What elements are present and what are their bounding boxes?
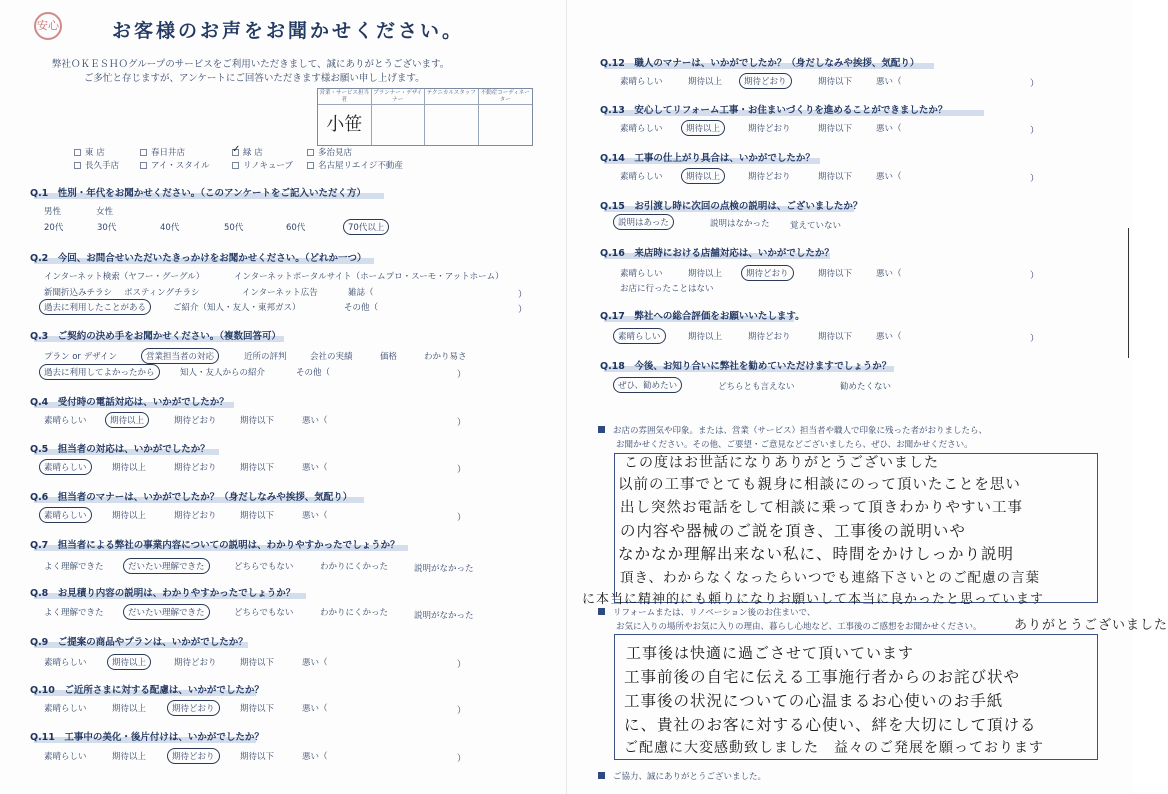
reason-option-selected[interactable]: 過去に利用してよかったから <box>39 364 160 380</box>
rating-option[interactable]: 期待以下 <box>240 463 275 473</box>
rating-option[interactable]: 期待どおり <box>174 511 217 521</box>
understanding-option[interactable]: よく理解できた <box>44 608 104 618</box>
understanding-option[interactable]: わかりにくかった <box>320 562 389 572</box>
question-5: Q.5 担当者の対応は、いかがでしたか？ <box>30 444 210 455</box>
checkbox-icon[interactable] <box>74 162 81 169</box>
close-paren: ） <box>457 660 467 670</box>
comments-prompt-1b: お聞かせください。その他、ご要望・ご意見などございましたら、ぜひ、お聞かせください。 <box>616 440 973 450</box>
age-option[interactable]: 30代 <box>97 223 117 233</box>
rating-option[interactable]: 素晴らしい <box>44 704 87 714</box>
rating-option[interactable]: 期待どおり <box>748 172 791 182</box>
question-2: Q.2 今回、お問合せいただいたきっかけをお聞かせください。（どれか一つ） <box>30 253 367 264</box>
rating-option[interactable]: 期待以下 <box>240 511 275 521</box>
checkbox-icon[interactable] <box>307 149 314 156</box>
rating-option-selected[interactable]: 期待以上 <box>681 120 725 136</box>
handwritten-comment-line: 工事後は快適に過ごさせて頂いています <box>626 644 915 662</box>
understanding-option-selected[interactable]: だいたい理解できた <box>123 604 210 620</box>
age-option-selected[interactable]: 70代以上 <box>343 219 389 235</box>
gender-option[interactable]: 男性 <box>44 207 62 217</box>
rating-option[interactable]: 素晴らしい <box>44 416 87 426</box>
rating-option[interactable]: 期待以上 <box>112 463 147 473</box>
rating-option[interactable]: 期待どおり <box>174 658 217 668</box>
rating-option[interactable]: 悪い（ <box>876 172 902 182</box>
source-option[interactable]: ご紹介（知人・友人・東邦ガス） <box>173 303 301 313</box>
rating-option[interactable]: 悪い（ <box>302 416 328 426</box>
rating-option[interactable]: 期待以下 <box>818 124 853 134</box>
question-8: Q.8 お見積り内容の説明は、わかりやすかったでしょうか？ <box>30 588 296 599</box>
handwritten-comment-line: に本当に精神的にも頼りになりお願いして本当に良かったと思っています <box>582 592 1045 607</box>
source-option[interactable]: その他（ <box>344 303 379 313</box>
rating-option[interactable]: 期待以下 <box>818 172 853 182</box>
rating-option[interactable]: 悪い（ <box>876 332 902 342</box>
understanding-option[interactable]: 説明がなかった <box>414 611 474 621</box>
question-3: Q.3 ご契約の決め手をお聞かせください。（複数回答可） <box>30 331 282 342</box>
close-paren: ） <box>518 305 528 315</box>
close-paren: ） <box>1030 126 1040 136</box>
store-option[interactable]: 多治見店 <box>307 146 352 158</box>
intro-line-1: 弊社ＯＫＥＳＨＯグループのサービスをご利用いただきまして、誠にありがとうございます。 <box>52 59 450 70</box>
close-paren: ） <box>1030 334 1040 344</box>
checkbox-icon[interactable] <box>307 162 314 169</box>
understanding-option[interactable]: どちらでもない <box>234 608 294 618</box>
checkbox-icon[interactable] <box>232 162 239 169</box>
staff-table <box>317 88 533 146</box>
age-option[interactable]: 60代 <box>286 223 306 233</box>
handwritten-comment-line: 出し突然お電話をして相談に乗って頂きわかりやすい工事 <box>620 500 1023 516</box>
close-paren: ） <box>518 290 528 300</box>
handwritten-comment-line: ご配慮に大変感動致しました 益々のご発展を願っております <box>624 740 1044 756</box>
age-option[interactable]: 40代 <box>160 223 180 233</box>
age-option[interactable]: 20代 <box>44 223 64 233</box>
rating-option[interactable]: 期待以下 <box>240 752 275 762</box>
rating-option[interactable]: 悪い（ <box>302 752 328 762</box>
question-18: Q.18 今後、お知り合いに弊社を勧めていただけますでしょうか？ <box>600 361 892 372</box>
recommend-option[interactable]: 勧めたくない <box>840 382 892 392</box>
seal-stamp: 安心 <box>34 12 62 40</box>
question-14: Q.14 工事の仕上がり具合は、いかがでしたか？ <box>600 153 815 164</box>
handwritten-comment-line: 頂き、わからなくなったらいつでも連絡下さいとのご配慮の言葉 <box>620 570 1040 586</box>
checkbox-icon[interactable] <box>140 149 147 156</box>
comments-prompt-2b: お気に入りの場所やお気に入りの理由、暮らし心地など、工事後のご感想をお聞かせください。 <box>616 622 982 632</box>
question-11: Q.11 工事中の美化・後片付けは、いかがでしたか？ <box>30 732 264 743</box>
rating-option[interactable]: 素晴らしい <box>44 658 87 668</box>
rating-option[interactable]: 期待以上 <box>688 77 723 87</box>
question-15: Q.15 お引渡し時に次回の点検の説明は、ございましたか？ <box>600 201 863 212</box>
close-paren: ） <box>457 418 467 428</box>
handwritten-comment-line: に、貴社のお客に対する心使い、絆を大切にして頂ける <box>624 716 1037 734</box>
age-option[interactable]: 50代 <box>224 223 244 233</box>
rating-option[interactable]: 期待どおり <box>748 124 791 134</box>
handwritten-comment-line: ありがとうございました <box>1014 618 1168 633</box>
close-paren: ） <box>1030 174 1040 184</box>
question-12: Q.12 職人のマナーは、いかがでしたか？（身だしなみや挨拶、気配り） <box>600 58 920 69</box>
rating-option-selected[interactable]: 期待どおり <box>741 265 794 281</box>
staff-planner-cell[interactable] <box>372 105 426 145</box>
rating-option[interactable]: 期待以下 <box>818 77 853 87</box>
rating-option-selected[interactable]: 期待以上 <box>681 168 725 184</box>
source-option[interactable]: ポスティングチラシ <box>124 288 200 298</box>
square-bullet-icon <box>598 426 605 433</box>
staff-realestate-cell[interactable] <box>479 105 533 145</box>
source-option[interactable]: インターネット広告 <box>242 288 318 298</box>
rating-option-selected[interactable]: 素晴らしい <box>613 328 666 344</box>
source-option[interactable]: 雑誌（ <box>348 288 374 298</box>
close-paren: ） <box>1030 79 1040 89</box>
explanation-option[interactable]: 覚えていない <box>790 221 842 231</box>
understanding-option[interactable]: よく理解できた <box>44 562 104 572</box>
reason-option[interactable]: その他（ <box>296 368 331 378</box>
understanding-option[interactable]: どちらでもない <box>234 562 294 572</box>
recommend-option[interactable]: どちらとも言えない <box>718 382 795 392</box>
rating-option-selected[interactable]: 期待どおり <box>167 748 220 764</box>
rating-option[interactable]: 素晴らしい <box>620 172 663 182</box>
explanation-option[interactable]: 説明はなかった <box>710 219 770 229</box>
rating-option[interactable]: 期待以上 <box>688 269 723 279</box>
rating-option[interactable]: 素晴らしい <box>620 124 663 134</box>
reason-option[interactable]: 近所の評判 <box>244 352 287 362</box>
source-option[interactable]: インターネットポータルサイト（ホームプロ・スーモ・アットホーム） <box>234 272 504 282</box>
source-option-selected[interactable]: 過去に利用したことがある <box>39 299 151 315</box>
rating-option[interactable]: 期待どおり <box>174 416 217 426</box>
question-4: Q.4 受付時の電話対応は、いかがでしたか？ <box>30 397 229 408</box>
rating-option[interactable]: 期待どおり <box>174 463 217 473</box>
store-option[interactable]: 長久手店 <box>74 159 119 171</box>
handwritten-comment-line: なかなか理解出来ない私に、時間をかけしっかり説明 <box>618 545 1015 563</box>
reason-option[interactable]: プラン or デザイン <box>44 352 118 362</box>
rating-option[interactable]: 素晴らしい <box>44 752 87 762</box>
reason-option-selected[interactable]: 営業担当者の対応 <box>141 348 219 364</box>
rating-option-selected[interactable]: 期待以上 <box>105 412 149 428</box>
rating-option[interactable]: 期待以下 <box>240 658 275 668</box>
store-option[interactable]: 名古屋リエイジ不動産 <box>307 159 403 171</box>
question-1: Q.1 性別・年代をお聞かせください。（このアンケートをご記入いただく方） <box>30 188 366 199</box>
rating-option-selected[interactable]: 期待以上 <box>107 654 151 670</box>
close-paren: ） <box>457 370 467 380</box>
rating-option-selected[interactable]: 期待どおり <box>167 700 220 716</box>
square-bullet-icon <box>598 608 605 615</box>
staff-header-realestate: 不動産コーディネーター <box>479 89 533 105</box>
close-paren: ） <box>457 754 467 764</box>
rating-option[interactable]: 期待以下 <box>818 269 853 279</box>
close-paren: ） <box>457 706 467 716</box>
rating-option-selected[interactable]: 素晴らしい <box>39 507 92 523</box>
understanding-option[interactable]: わかりにくかった <box>320 608 389 618</box>
question-9: Q.9 ご提案の商品やプランは、いかがでしたか？ <box>30 637 248 648</box>
close-paren: ） <box>457 465 467 475</box>
source-option[interactable]: 新聞折込みチラシ <box>44 288 113 298</box>
staff-header-planner: プランナー・デザイナー <box>372 89 426 105</box>
checkbox-icon[interactable] <box>140 162 147 169</box>
handwritten-comment-line: この度はお世話になりありがとうございました <box>624 455 939 471</box>
reason-option[interactable]: 知人・友人からの紹介 <box>180 368 266 378</box>
question-13: Q.13 安心してリフォーム工事・お住まいづくりを進めることができましたか？ <box>600 105 948 116</box>
closing-message: ご協力、誠にありがとうございました。 <box>598 770 766 782</box>
rating-option[interactable]: 期待以下 <box>240 704 275 714</box>
rating-option[interactable]: 期待以上 <box>112 511 147 521</box>
reason-option[interactable]: 会社の実績 <box>310 352 353 362</box>
question-7: Q.7 担当者による弊社の事業内容についての説明は、わかりやすかったでしょうか？ <box>30 540 400 551</box>
store-option[interactable]: アイ・スタイル <box>140 159 210 171</box>
close-paren: ） <box>1030 271 1040 281</box>
store-option[interactable]: 東 店 <box>74 146 105 158</box>
rating-option[interactable]: 悪い（ <box>302 511 328 521</box>
intro-line-2: ご多忙と存じますが、アンケートにご回答いただきます様お願い申し上げます。 <box>84 73 425 84</box>
staff-sales-name[interactable]: 小笹 <box>318 105 372 145</box>
never-visited-option[interactable]: お店に行ったことはない <box>620 284 714 294</box>
handwritten-comment-line: 工事前後の自宅に伝える工事施行者からのお詫び状や <box>624 668 1021 686</box>
rating-option[interactable]: 悪い（ <box>302 463 328 473</box>
comments-prompt-2: リフォームまたは、リノベーション後のお住まいで、 <box>598 606 815 618</box>
rating-option[interactable]: 素晴らしい <box>620 269 663 279</box>
rating-option[interactable]: 悪い（ <box>876 269 902 279</box>
rating-option[interactable]: 悪い（ <box>302 704 328 714</box>
understanding-option-selected[interactable]: だいたい理解できた <box>123 558 210 574</box>
reason-option[interactable]: わかり易さ <box>424 352 467 362</box>
rating-option[interactable]: 素晴らしい <box>620 77 663 87</box>
rating-option[interactable]: 期待以上 <box>112 752 147 762</box>
staff-header-sales: 営業・サービス担当者 <box>318 89 372 105</box>
close-paren: ） <box>457 513 467 523</box>
explanation-option-selected[interactable]: 説明はあった <box>613 214 674 230</box>
store-option[interactable]: ✓ 緑 店 <box>232 146 263 158</box>
question-16: Q.16 来店時における店舗対応は、いかがでしたか？ <box>600 248 834 259</box>
rating-option[interactable]: 期待どおり <box>748 332 791 342</box>
rating-option-selected[interactable]: 素晴らしい <box>39 459 92 475</box>
rating-option[interactable]: 悪い（ <box>302 658 328 668</box>
handwritten-comment-line: の内容や器械のご説を頂き、工事後の説明いや <box>620 522 966 540</box>
page-title: お客様のお声をお聞かせください。 <box>112 20 465 42</box>
handwritten-comment-line: 工事後の状況についての心温まるお心使いのお手紙 <box>624 692 1004 710</box>
square-bullet-icon <box>598 772 605 779</box>
staff-header-technical: テクニカルスタッフ <box>425 89 479 105</box>
store-option[interactable]: 春日井店 <box>140 146 185 158</box>
handwritten-comment-line: 以前の工事でとても親身に相談にのって頂いたことを思い <box>618 477 1021 493</box>
rating-option[interactable]: 期待以上 <box>112 704 147 714</box>
checked-checkbox-icon[interactable] <box>232 149 239 156</box>
comments-prompt-1: お店の雰囲気や印象。または、営業（サービス）担当者や職人で印象に残った者がおりましたら、 <box>598 424 987 436</box>
rating-option[interactable]: 期待以下 <box>240 416 275 426</box>
store-option[interactable]: リノキューブ <box>232 159 293 171</box>
staff-technical-cell[interactable] <box>425 105 479 145</box>
reason-option[interactable]: 価格 <box>380 352 398 362</box>
rating-option-selected[interactable]: 期待どおり <box>739 73 792 89</box>
checkbox-icon[interactable] <box>74 149 81 156</box>
recommend-option-selected[interactable]: ぜひ、勧めたい <box>613 377 682 393</box>
source-option[interactable]: インターネット検索（ヤフー・グーグル） <box>44 272 205 282</box>
question-10: Q.10 ご近所さまに対する配慮は、いかがでしたか？ <box>30 685 264 696</box>
understanding-option[interactable]: 説明がなかった <box>414 564 474 574</box>
rating-option[interactable]: 期待以上 <box>688 332 723 342</box>
rating-option[interactable]: 期待以下 <box>818 332 853 342</box>
gender-option[interactable]: 女性 <box>96 207 114 217</box>
rating-option[interactable]: 悪い（ <box>876 77 902 87</box>
rating-option[interactable]: 悪い（ <box>876 124 902 134</box>
question-17: Q.17 弊社への総合評価をお願いいたします。 <box>600 311 805 322</box>
question-6: Q.6 担当者のマナーは、いかがでしたか？（身だしなみや挨拶、気配り） <box>30 492 353 503</box>
